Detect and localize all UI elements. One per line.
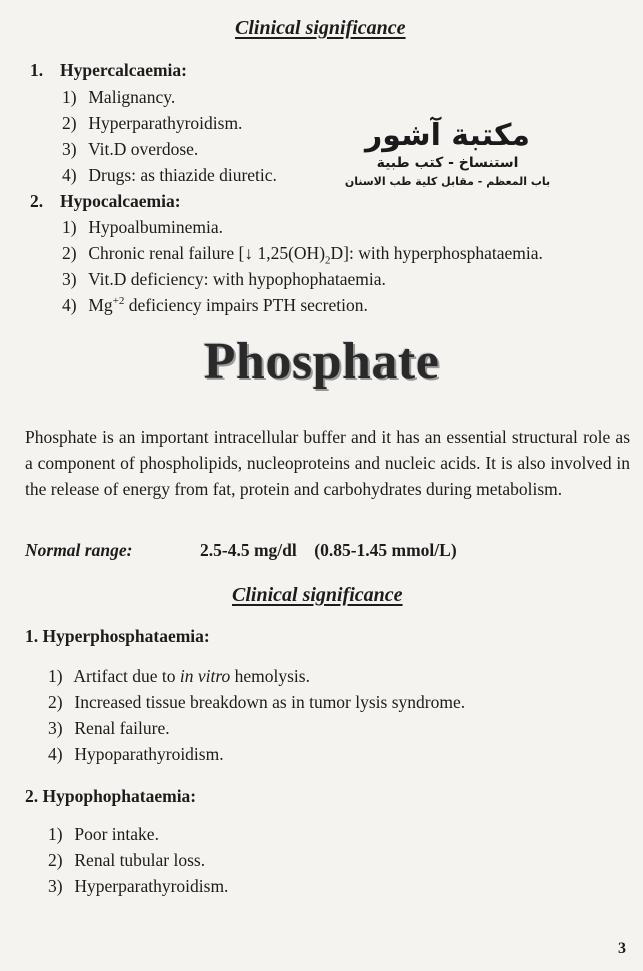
- list-item: 1) Hypoalbuminemia.: [62, 217, 224, 237]
- hypocalcaemia-heading: [30, 191, 181, 212]
- stamp-line-3: باب المعظم - مقابل كلية طب الاسنان: [344, 175, 551, 188]
- page-number: 3: [618, 940, 626, 957]
- list-item: 2) Renal tubular loss.: [48, 850, 206, 870]
- list-item: 2) Chronic renal failure [↓ $1,25(OH)_2D$]: with hyperphosphataemia.: [62, 243, 543, 267]
- intro-paragraph: Phosphate is an important intracellular buffer and it has an essential structural role as a component of phospholipids, nucleoproteins and nucleic acids. It is also involved in the release of energy from fat, protein and carbohydrates during metabolism.: [25, 427, 630, 499]
- section-number: 1.: [30, 60, 44, 80]
- list-item: 3) Renal failure.: [48, 718, 170, 738]
- normal-range: [25, 540, 457, 561]
- hypercalcaemia-heading: [30, 60, 187, 81]
- normal-range-label: Normal range:: [25, 540, 133, 560]
- hypophophataemia-heading: 2. Hypophophataemia:: [25, 786, 197, 806]
- list-item: 4) Drugs: as thiazide diuretic.: [62, 165, 277, 185]
- list-item: 1) Poor intake.: [48, 824, 159, 844]
- page-title: Phosphate: [203, 333, 440, 390]
- section-title: Hypocalcaemia:: [60, 191, 181, 211]
- list-item: 4) Hypoparathyroidism.: [48, 744, 224, 764]
- section-number: 2.: [30, 191, 44, 211]
- list-item: 2) Hyperparathyroidism.: [62, 113, 243, 133]
- list-item: 3) Vit.D deficiency: with hypophophataemia.: [62, 269, 386, 289]
- library-stamp: [340, 120, 555, 200]
- section-title: Hypercalcaemia:: [60, 60, 187, 80]
- list-item: 1) Malignancy.: [62, 87, 176, 107]
- stamp-line-1: مكتبة آشور: [364, 118, 530, 153]
- normal-range-value: 2.5-4.5 mg/dl (0.85-1.45 mmol/L): [200, 540, 457, 560]
- stamp-line-2: استنساخ - كتب طبية: [376, 155, 519, 171]
- hyperphosphataemia-heading: 1. Hyperphosphataemia:: [25, 626, 210, 646]
- list-item: 3) Vit.D overdose.: [62, 139, 199, 159]
- section-heading-clinical-significance-2: Clinical significance: [232, 584, 403, 606]
- section-heading-clinical-significance-1: Clinical significance: [235, 17, 406, 39]
- list-item: 3) Hyperparathyroidism.: [48, 876, 229, 896]
- list-item: 2) Increased tissue breakdown as in tumor lysis syndrome.: [48, 692, 466, 712]
- list-item: 1) Artifact due to in vitro hemolysis.: [48, 666, 310, 686]
- list-item: 4) $Mg^{+2}$ deficiency impairs PTH secretion.: [62, 295, 368, 315]
